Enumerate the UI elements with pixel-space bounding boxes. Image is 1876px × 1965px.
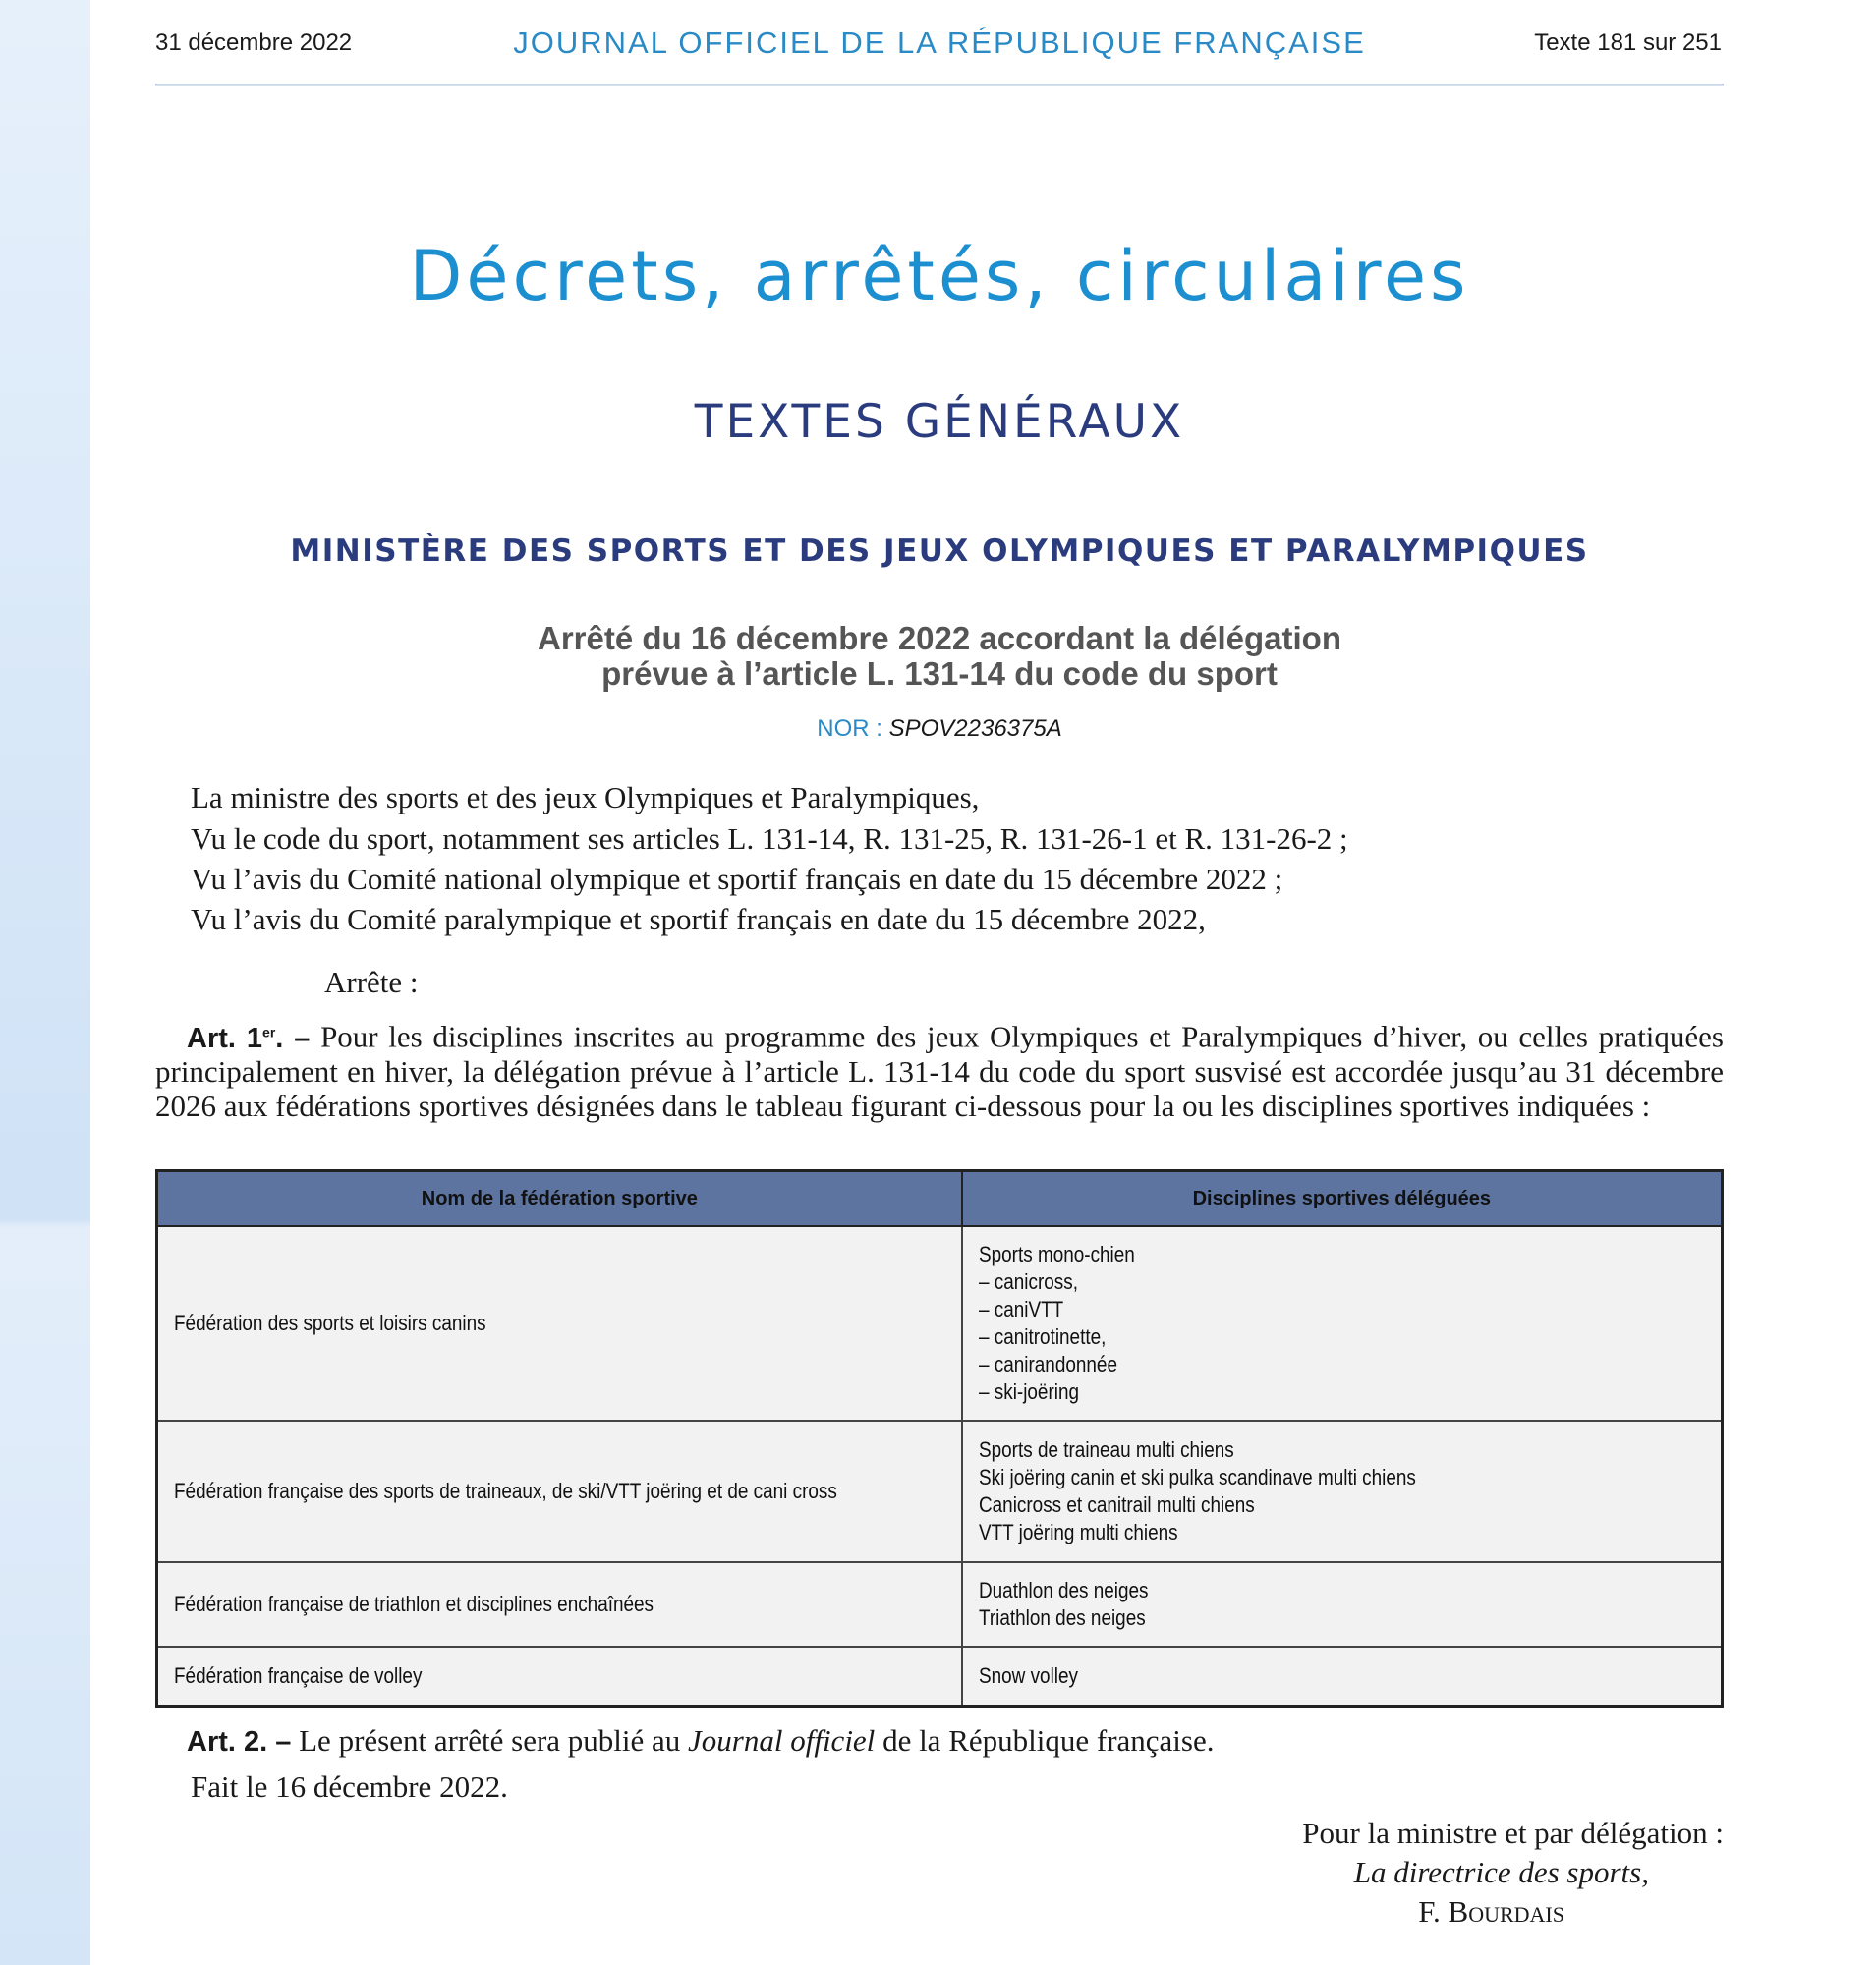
table-row bbox=[157, 1421, 1723, 1562]
arrete-title bbox=[155, 621, 1724, 692]
delegation-table bbox=[155, 1169, 1724, 1708]
signature-delegation: Pour la ministre et par délégation : bbox=[1302, 1816, 1724, 1850]
signature-role: La directrice des sports, bbox=[1353, 1855, 1649, 1889]
signature-name: F. Bourdais bbox=[1418, 1894, 1564, 1929]
document-page bbox=[155, 0, 1724, 1965]
arrete-word: Arrête : bbox=[324, 965, 419, 999]
left-margin-band bbox=[0, 0, 90, 1965]
disciplines-cell: Sports mono-chien – canicross, – caniVTT – canitrotinette, – canirandonnée – ski-joëring bbox=[962, 1226, 1723, 1421]
table-header-row bbox=[157, 1171, 1723, 1227]
journal-title: JOURNAL OFFICIEL DE LA RÉPUBLIQUE FRANÇAISE bbox=[513, 26, 1366, 60]
page-header bbox=[155, 26, 1724, 65]
visa-minister: La ministre des sports et des jeux Olympiques et Paralympiques, bbox=[191, 780, 980, 814]
visa-code-sport: Vu le code du sport, notamment ses articles L. 131-14, R. 131-25, R. 131-26-1 et R. 131-26-2 ; bbox=[191, 821, 1348, 856]
arrete-title-line-2: prévue à l’article L. 131-14 du code du sport bbox=[601, 655, 1278, 692]
federation-cell: Fédération française de volley bbox=[157, 1647, 962, 1706]
nor-label: NOR : bbox=[817, 715, 889, 742]
table-row bbox=[157, 1226, 1723, 1421]
article-1 bbox=[155, 1015, 1724, 1123]
visa-cpsf: Vu l’avis du Comité paralympique et sportif français en date du 15 décembre 2022, bbox=[191, 902, 1206, 936]
article-2-journal-officiel: Journal officiel bbox=[688, 1723, 876, 1758]
table-row bbox=[157, 1562, 1723, 1647]
header-date: 31 décembre 2022 bbox=[155, 29, 353, 56]
nor-reference bbox=[155, 715, 1724, 743]
fait-le: Fait le 16 décembre 2022. bbox=[191, 1769, 508, 1804]
federation-cell: Fédération des sports et loisirs canins bbox=[157, 1226, 962, 1421]
disciplines-cell: Snow volley bbox=[962, 1647, 1723, 1706]
ministry-heading: MINISTÈRE DES SPORTS ET DES JEUX OLYMPIQUES ET PARALYMPIQUES bbox=[290, 533, 1589, 569]
federation-cell: Fédération française des sports de traineaux, de ski/VTT joëring et de cani cross bbox=[157, 1421, 962, 1562]
article-2-label: Art. 2. – bbox=[187, 1726, 292, 1758]
table-row bbox=[157, 1647, 1723, 1706]
signature-block bbox=[1302, 1814, 1724, 1932]
federation-cell: Fédération française de triathlon et disciplines enchaînées bbox=[157, 1562, 962, 1647]
table-header-federation: Nom de la fédération sportive bbox=[157, 1171, 962, 1227]
visa-cnosf: Vu l’avis du Comité national olympique et sportif français en date du 15 décembre 2022 ; bbox=[191, 862, 1283, 896]
article-2-text-before: Le présent arrêté sera publié au bbox=[299, 1723, 681, 1758]
article-2-text-after: de la République française. bbox=[882, 1723, 1215, 1758]
article-1-text: Pour les disciplines inscrites au programme des jeux Olympiques et Paralympiques d’hiver, ou celles pratiquées principalement en hiver, la délégation prévue à l’article L. 131-14 du code du sport susvisé est accordée jusqu’au 31 décembre 2026 aux fédérations sportives désignées dans le tableau figurant ci-dessous pour la ou les disciplines sportives indiquées : bbox=[155, 1019, 1724, 1123]
disciplines-cell: Sports de traineau multi chiens Ski joëring canin et ski pulka scandinave multi chiens Canicross et canitrail multi chiens VTT joëring multi chiens bbox=[962, 1421, 1723, 1562]
section-title: TEXTES GÉNÉRAUX bbox=[694, 395, 1185, 449]
header-text-reference: Texte 181 sur 251 bbox=[1534, 29, 1722, 56]
table-header-disciplines: Disciplines sportives déléguées bbox=[962, 1171, 1723, 1227]
article-1-label: Art. 1er. – bbox=[187, 1022, 311, 1054]
arrete-title-line-1: Arrêté du 16 décembre 2022 accordant la délégation bbox=[538, 620, 1341, 656]
main-title: Décrets, arrêtés, circulaires bbox=[409, 236, 1470, 316]
disciplines-cell: Duathlon des neiges Triathlon des neiges bbox=[962, 1562, 1723, 1647]
header-rule bbox=[155, 84, 1724, 86]
nor-value: SPOV2236375A bbox=[888, 715, 1062, 742]
article-2 bbox=[187, 1724, 1214, 1759]
